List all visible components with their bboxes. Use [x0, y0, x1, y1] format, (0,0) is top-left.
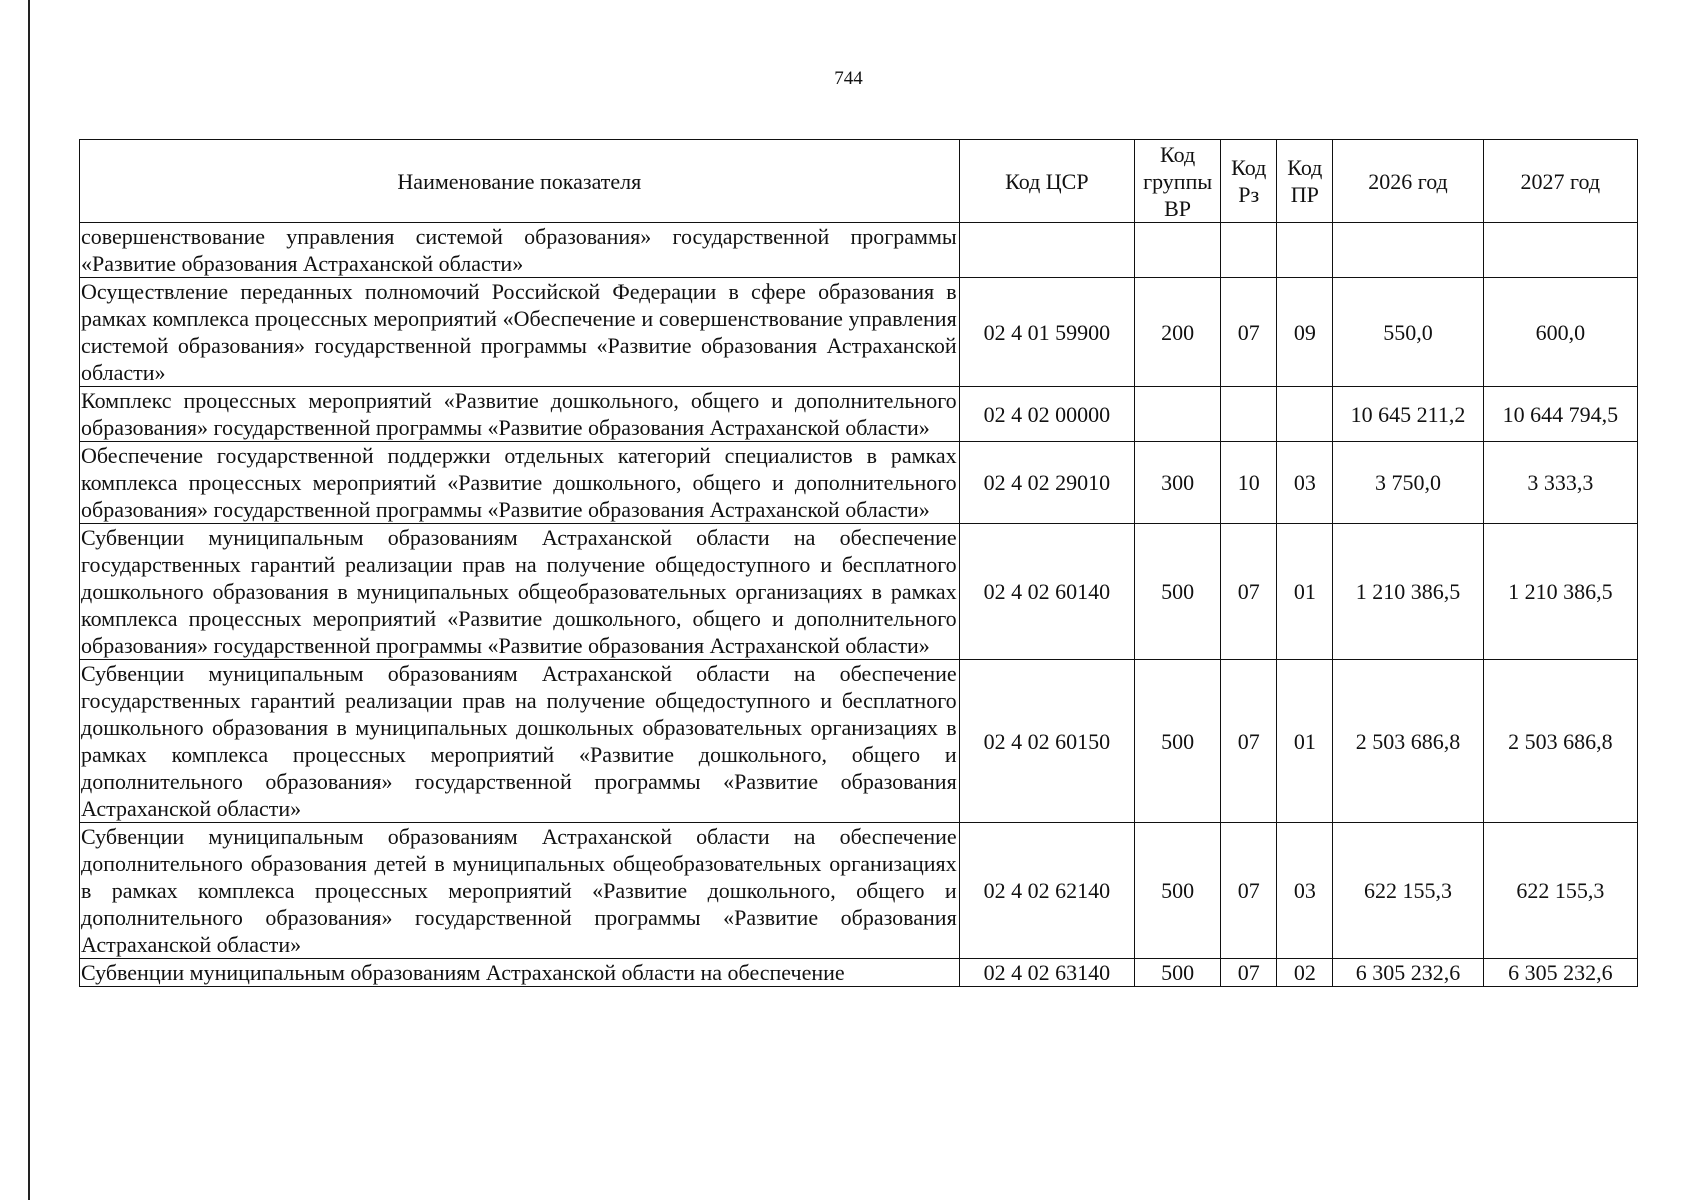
- row-rz: 07: [1221, 524, 1277, 660]
- table-row: [80, 387, 1638, 442]
- header-name: Наименование показателя: [80, 140, 960, 223]
- row-2026: 6 305 232,6: [1333, 959, 1483, 987]
- table-row: [80, 959, 1638, 987]
- row-name: Субвенции муниципальным образованиям Астраханской области на обеспечение государственных гарантий реализации прав на получение общедоступного и бесплатного дошкольного образования в муниципальных общеобразовательных организациях в рамках комплекса процессных мероприятий «Развитие дошкольного, общего и дополнительного образования» государственной программы «Развитие образования Астраханской области»: [80, 524, 960, 660]
- table-row: [80, 278, 1638, 387]
- row-name: Субвенции муниципальным образованиям Астраханской области на обеспечение: [80, 959, 960, 987]
- row-rz: [1221, 223, 1277, 278]
- row-pr: 01: [1277, 660, 1333, 823]
- row-2026: 2 503 686,8: [1333, 660, 1483, 823]
- row-2027: 2 503 686,8: [1483, 660, 1637, 823]
- row-pr: 03: [1277, 442, 1333, 524]
- header-rz: Код Рз: [1221, 140, 1277, 223]
- header-2026: 2026 год: [1333, 140, 1483, 223]
- row-rz: 07: [1221, 660, 1277, 823]
- row-vr: 200: [1135, 278, 1221, 387]
- row-name: Обеспечение государственной поддержки отдельных категорий специалистов в рамках комплекса процессных мероприятий «Развитие дошкольного, общего и дополнительного образования» государственной программы «Развитие образования Астраханской области»: [80, 442, 960, 524]
- row-vr: 500: [1135, 959, 1221, 987]
- row-2026: 10 645 211,2: [1333, 387, 1483, 442]
- header-csr: Код ЦСР: [959, 140, 1134, 223]
- budget-table: [79, 139, 1638, 987]
- page-number: 744: [834, 68, 863, 89]
- row-2026: [1333, 223, 1483, 278]
- row-2027: 6 305 232,6: [1483, 959, 1637, 987]
- row-2027: 600,0: [1483, 278, 1637, 387]
- row-csr: 02 4 02 60150: [959, 660, 1134, 823]
- row-pr: 09: [1277, 278, 1333, 387]
- row-vr: 300: [1135, 442, 1221, 524]
- row-2027: 622 155,3: [1483, 823, 1637, 959]
- row-2026: 622 155,3: [1333, 823, 1483, 959]
- table-row: [80, 442, 1638, 524]
- row-rz: [1221, 387, 1277, 442]
- table-header-row: [80, 140, 1638, 223]
- table-row: [80, 823, 1638, 959]
- row-vr: [1135, 387, 1221, 442]
- row-csr: 02 4 02 29010: [959, 442, 1134, 524]
- row-name: совершенствование управления системой образования» государственной программы «Развитие образования Астраханской области»: [80, 223, 960, 278]
- row-2027: 10 644 794,5: [1483, 387, 1637, 442]
- row-vr: 500: [1135, 660, 1221, 823]
- header-2027: 2027 год: [1483, 140, 1637, 223]
- row-pr: 02: [1277, 959, 1333, 987]
- row-2026: 3 750,0: [1333, 442, 1483, 524]
- binding-line: [28, 0, 30, 1200]
- header-vr: Код группы ВР: [1135, 140, 1221, 223]
- row-pr: [1277, 223, 1333, 278]
- row-name: Осуществление переданных полномочий Российской Федерации в сфере образования в рамках комплекса процессных мероприятий «Обеспечение и совершенствование управления системой образования» государственной программы «Развитие образования Астраханской области»: [80, 278, 960, 387]
- table-row: [80, 524, 1638, 660]
- row-name: Комплекс процессных мероприятий «Развитие дошкольного, общего и дополнительного образования» государственной программы «Развитие образования Астраханской области»: [80, 387, 960, 442]
- row-csr: [959, 223, 1134, 278]
- row-csr: 02 4 01 59900: [959, 278, 1134, 387]
- row-vr: [1135, 223, 1221, 278]
- row-pr: [1277, 387, 1333, 442]
- row-pr: 03: [1277, 823, 1333, 959]
- table-row: [80, 223, 1638, 278]
- row-rz: 07: [1221, 959, 1277, 987]
- row-csr: 02 4 02 00000: [959, 387, 1134, 442]
- row-2027: 3 333,3: [1483, 442, 1637, 524]
- row-vr: 500: [1135, 524, 1221, 660]
- row-rz: 07: [1221, 278, 1277, 387]
- row-rz: 10: [1221, 442, 1277, 524]
- row-csr: 02 4 02 63140: [959, 959, 1134, 987]
- row-vr: 500: [1135, 823, 1221, 959]
- row-csr: 02 4 02 60140: [959, 524, 1134, 660]
- row-2027: 1 210 386,5: [1483, 524, 1637, 660]
- row-csr: 02 4 02 62140: [959, 823, 1134, 959]
- row-name: Субвенции муниципальным образованиям Астраханской области на обеспечение дополнительного образования детей в муниципальных общеобразовательных организациях в рамках комплекса процессных мероприятий «Развитие дошкольного, общего и дополнительного образования» государственной программы «Развитие образования Астраханской области»: [80, 823, 960, 959]
- row-2027: [1483, 223, 1637, 278]
- row-2026: 550,0: [1333, 278, 1483, 387]
- row-pr: 01: [1277, 524, 1333, 660]
- header-pr: Код ПР: [1277, 140, 1333, 223]
- row-rz: 07: [1221, 823, 1277, 959]
- row-2026: 1 210 386,5: [1333, 524, 1483, 660]
- table-row: [80, 660, 1638, 823]
- row-name: Субвенции муниципальным образованиям Астраханской области на обеспечение государственных гарантий реализации прав на получение общедоступного и бесплатного дошкольного образования в муниципальных дошкольных образовательных организациях в рамках комплекса процессных мероприятий «Развитие дошкольного, общего и дополнительного образования» государственной программы «Развитие образования Астраханской области»: [80, 660, 960, 823]
